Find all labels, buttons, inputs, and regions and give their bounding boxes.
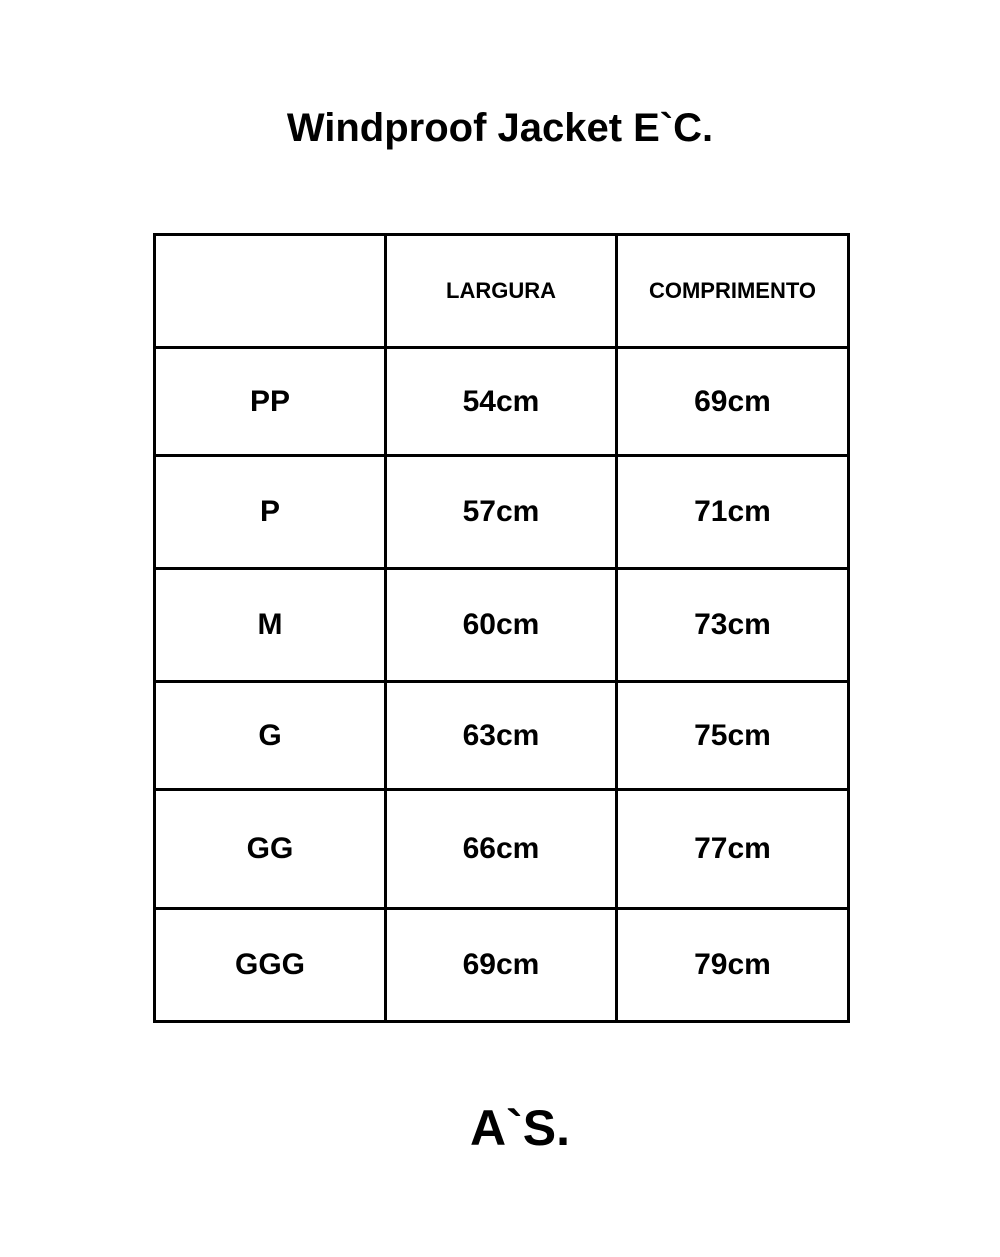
width-cell: 69cm [386,909,617,1022]
width-cell: 57cm [386,456,617,569]
width-cell: 60cm [386,569,617,682]
length-cell: 79cm [617,909,849,1022]
width-cell: 63cm [386,682,617,790]
table-header-row [155,235,849,348]
table-row [155,569,849,682]
size-cell: G [155,682,386,790]
size-chart-table [153,233,850,1023]
length-cell: 71cm [617,456,849,569]
width-cell: 54cm [386,348,617,456]
page-title: Windproof Jacket E`C. [286,106,714,150]
size-cell: P [155,456,386,569]
length-cell: 75cm [617,682,849,790]
size-cell: PP [155,348,386,456]
length-cell: 77cm [617,790,849,909]
header-cell-largura: LARGURA [386,235,617,348]
table-row [155,456,849,569]
table-row [155,348,849,456]
length-cell: 69cm [617,348,849,456]
header-cell-comprimento: COMPRIMENTO [617,235,849,348]
table-row [155,682,849,790]
size-cell: GG [155,790,386,909]
length-cell: 73cm [617,569,849,682]
size-cell: GGG [155,909,386,1022]
brand-mark: A`S. [470,1100,570,1156]
width-cell: 66cm [386,790,617,909]
size-cell: M [155,569,386,682]
table-row [155,790,849,909]
header-cell-empty [155,235,386,348]
table-row [155,909,849,1022]
